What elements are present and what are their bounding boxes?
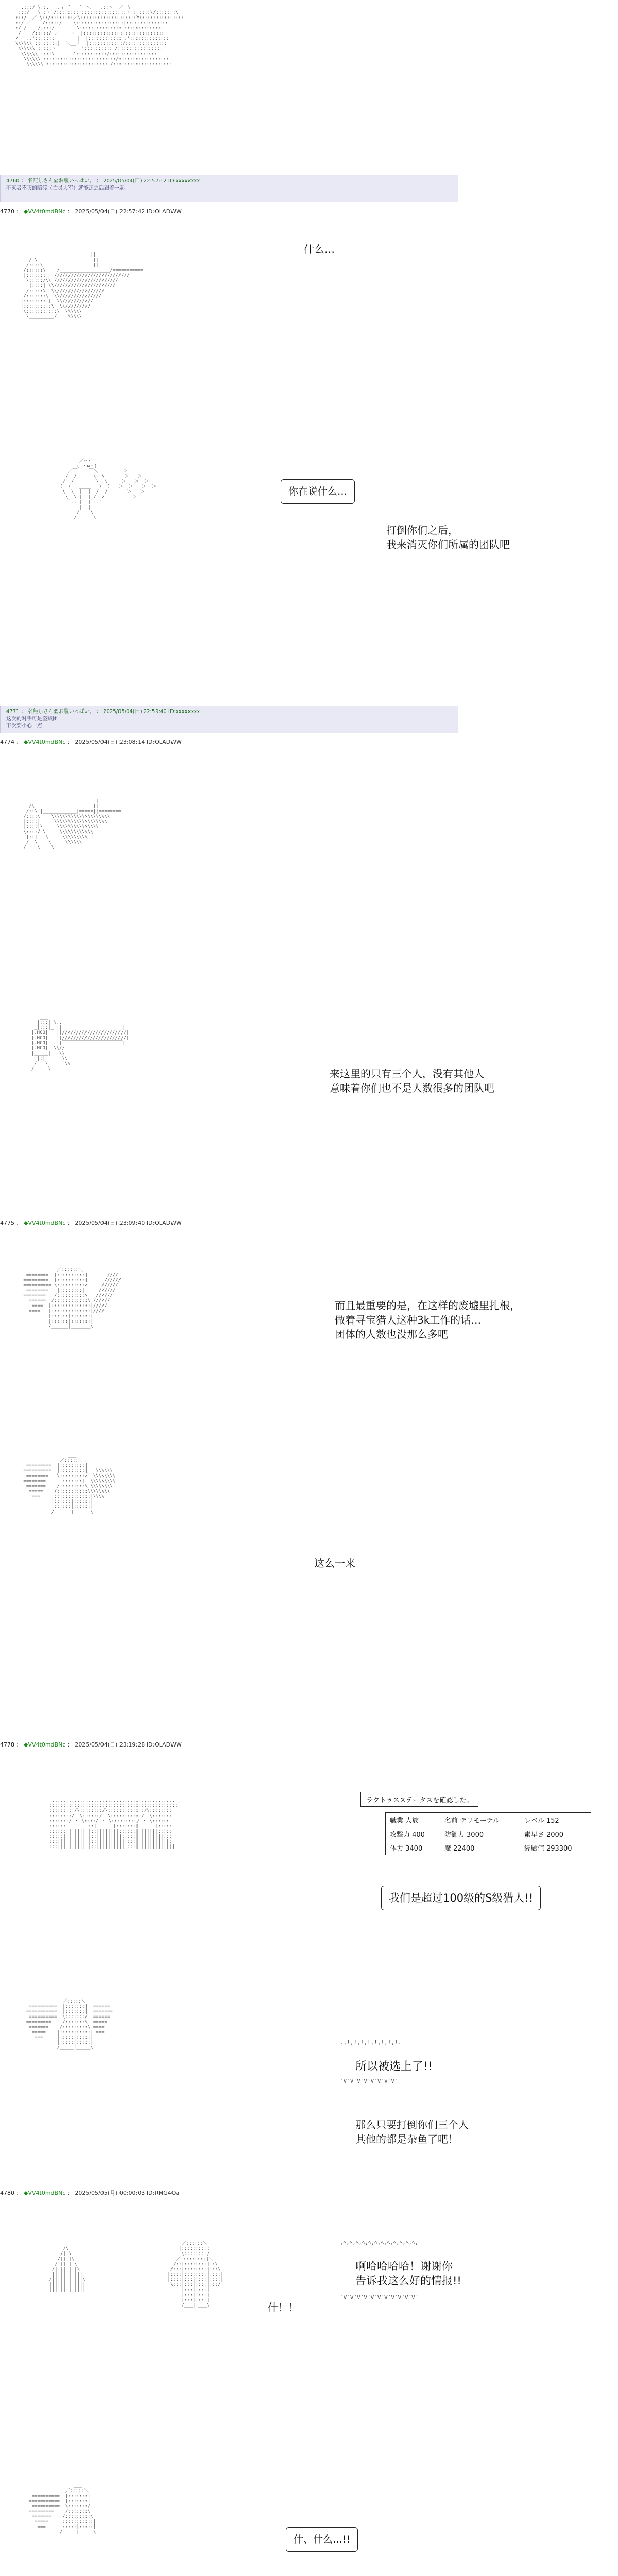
ascii-art-swordsman-1: ＿＿ ／::::::＼ ======== |::::::::::| //// ========= |::::::::::| ////// ========== \::::::::::/ ////// ======== |::::::::| ////// ======== /::::::::::\ ////// ====== /::::::::::::\ ////// ==== |::::::::::::::|///// ==== |::::::::::::::|//// |::::::|:::::::| |::::::|:::::::| /______|_______\ <box>23 1262 122 1329</box>
ascii-art-spiky-balloon-2: ,ﾍ,ﾍ,ﾍ,ﾍ,ﾍ,ﾍ,ﾍ,ﾍ,ﾍ,ﾍ,ﾍ,ﾍ, <box>340 2240 419 2246</box>
status-cell: 攻撃力 400 <box>390 1831 425 1839</box>
dialogue-only-three: 来这里的只有三个人，没有其他人 意味着你们也不是人数很多的团队吧 <box>330 1067 494 1094</box>
dialogue-after-defeat: 打倒你们之后， 我来消灭你们所属的团队吧 <box>386 524 510 551</box>
ascii-art-gauntlet: ___ |:::| \,, _|:::|_ ||￣￣￣￣￣￣￣￣￣￣￣￣￣| |.HCO| ||///////////////////////| |.HCO| ||///////////////////////| |.HCO| ||￣￣￣￣￣￣￣￣￣￣￣￣￣| |.HCO| \\// |_____| \\ |:| \\ / \ \\ / \ <box>31 1015 129 1072</box>
status-cell: 職業 人族 <box>390 1817 419 1825</box>
ascii-art-blade: || /\ ____________ || /::\ |____________|=====||======== /::::\ \\\\\\\\\\\\\\\\\\\\\ |::::| \\\\\\\\\\\\\\\\\\\ |::::|\ \\\\\\\\\\\\\\\ \::::/ \ \\\\\\\\\\\\ |::| \ \\\\\\\\\ / \ \ \\\\\\ / \ \ <box>23 799 122 850</box>
dialogue-you-guys: 你在说什么… <box>281 479 355 504</box>
status-cell: 防御力 3000 <box>444 1831 484 1839</box>
quote-box-1 <box>0 175 458 202</box>
quote-title[interactable]: 4760 ： 名無しさん@お腹いっぱい。 ： 2025/05/04(日) 22:57:12 ID:xxxxxxxx <box>6 178 200 184</box>
ascii-art-crowd: ,,,,,,,,,,,,,,,,,,,,,,,,,,,,,,,,,,,,,,,,,,,, :::::::::::::::::::::::::::::::::::::::::::::: :::::::::/\::::::::/\:::::::::::::/\:::::::: ::::::::/ \::::::/ \:::::::::::/ \::::::: :::::::/ ・ \::::/ ・ \:::::::::/ ・ \:::::: ::::::| |::| |:::::::| |::::: ::::::|||||||||::||||||||::::::||||||||::::: :::::||||||||||::|||||||||:::::||||||||||::: ::::|||||||||||::||||||||||::::||||||||||||: :::||||||||||||::|||||||||||:::|||||||||||||| <box>49 1798 178 1850</box>
post-number[interactable]: 4775 <box>0 1219 14 1226</box>
ascii-art-spiky-balloon: .,!,!,!,!,!,!,!,!. <box>340 2040 402 2046</box>
post-number[interactable]: 4774 <box>0 739 14 745</box>
post-header: 4780 ： ◆VV4t0mdBNc ： 2025/05/05(月) 00:00:03 ID:RMG4Oa <box>0 2190 180 2196</box>
dialogue-what: 什么… <box>304 243 335 256</box>
status-row <box>386 1813 591 1827</box>
post-header: 4770 ： ◆VV4t0mdBNc ： 2025/05/04(日) 22:57:42 ID:OLADWW <box>0 208 182 215</box>
post-meta: ： 2025/05/04(日) 23:08:14 ID:OLADWW <box>67 739 182 745</box>
ascii-art-top: .:::/ \::. ,.ィ ´￣￣` ヽ、 .::ヽ ／￣\ :::/ \::ヽ /:::::::::::::::::::::::::ヽ ::::::\/:::::::\ :::/ ／ \::/::::::::／\::::::::::::::::::::Y:::::::::::::::: ::/ ／ `/:::::/ \:::::::::::::::::|::::::::::::::: :/ / /::::/ ___ \:::::::::::::::|:::::::::::::: / /:::::/ ／ ヽ |::::::::::::::|:::::::::::::: / ,.':::::::| | |:::::::::::: ,':::::::::::::: \\\\\\ ::::::::| ＼__ノ |::::::::::::/::::::::::::::: \\\\\\ :::::ヽ ,':::::::::: /:::::::::::::::: \\\\\\ ::::\__ __ノ:::::::::::/::::::::::::::::: \\\\\\ ::::::::::::::::::::::::::/:::::::::::::::::: \\\\\\ :::::::::::::::::::::: /::::::::::::::::::::: <box>15 5 184 67</box>
post-trip: ◆VV4t0mdBNc <box>24 208 66 215</box>
dialogue-so-caught: 所以被选上了!! <box>355 2060 433 2073</box>
status-cell: レベル 152 <box>524 1817 559 1825</box>
post-number[interactable]: 4770 <box>0 208 14 215</box>
status-cell: 名前 デリモーテル <box>444 1817 500 1825</box>
ascii-art-wizard: ／⌒ヽ ( ・ω・) ／￣ ￣＼ ＞ / /| |\ \ ＞ ＞ / / | | \ \ ＞ ＞ ＞ ( ( |____| ) ) ＞ ＞ ＞ ＞ \ \ | | / / ＞ ＞ \ \ | | / / ＞ `--'| |`--' | | / \ / \ <box>60 459 157 520</box>
status-cell: 素早さ 2000 <box>524 1831 564 1839</box>
status-cell: 魔 22400 <box>444 1845 475 1853</box>
quote-title[interactable]: 4771 ： 名無しさん@お腹いっぱい。 ： 2025/05/04(日) 22:59:40 ID:xxxxxxxx <box>6 709 200 715</box>
post-meta: ： 2025/05/04(日) 22:57:42 ID:OLADWW <box>67 208 182 215</box>
post-meta: ： 2025/05/04(日) 23:19:28 ID:OLADWW <box>67 1741 182 1748</box>
ascii-art-spiky-balloon-bottom: `V´V´V´V´V´V´V´V´ <box>340 2079 398 2084</box>
status-cell: 体力 3400 <box>390 1845 423 1853</box>
status-table <box>385 1812 591 1855</box>
ascii-art-spike: /\ /||\ /||||\ /||||||\ /||||||||\ ||||||||||| /|||||||||||\ ||||||||||||| ||||||||||||| <box>49 2246 85 2293</box>
ascii-art-swordsman-3: ___ ／:::::＼ ========== |:::::::| ====== =========== |:::::::| ======= ========== \:::::::/ ====== ========= /:::::::\ ===== ======= /:::::::::\ ==== ===== |:::::::::::| === === |:::::|:::::| |:::::|:::::| /_____|_____\ <box>26 1994 113 2050</box>
dialogue-what-excl: 什！！ <box>268 2301 299 2314</box>
ascii-art-standing-figure: ＿＿ ／::::::＼ |::::::::::| \::::::::/ ／|::::::::|＼ /::|::::::::|::\ /:::|::::::::|:::\ |::::|::::::::|::::| |::::|:::||:::|::::| \:::|:::||:::|:::/ |:::||:::| |:::||:::| |:::||:::| /___||___\ <box>167 2236 224 2308</box>
post-header: 4774 ： ◆VV4t0mdBNc ： 2025/05/04(日) 23:08:14 ID:OLADWW <box>0 739 182 745</box>
post-trip: ◆VV4t0mdBNc <box>24 2190 66 2196</box>
status-cell: 經驗値 293300 <box>524 1845 572 1853</box>
post-trip: ◆VV4t0mdBNc <box>24 739 66 745</box>
post-meta: ： 2025/05/04(日) 23:09:40 ID:OLADWW <box>67 1219 182 1226</box>
ascii-art-weapon: || /.\ || /::::\ ___________ ||____ /::::::\ /__________________/=========== |:::::::| /////////////////////////// \:::::/\\ /////////////////////// |::::| \\////////////////////// /:::::\ \\///////////////// /:::::::\ \\/////////////// |:::::::::| \\/////////// |::::::::::\ \\///////// \:::::::::::\ \\\\\\ \_________/ \\\\\ <box>21 252 144 319</box>
status-row <box>386 1827 591 1841</box>
ascii-art-swordsman-4: ___ ／:::::＼ ========== |:::::::| =========== |:::::::| ========== \:::::::/ ========= /:::::::\ ======= /:::::::::\ ===== |:::::::::::| === |:::::|:::::| /_____|_____\ <box>29 2483 96 2535</box>
dialogue-hahaha: 啊哈哈哈哈！谢谢你 告诉我这么好的情报!! <box>355 2260 461 2287</box>
dialogue-only-defeat-three: 那么只要打倒你们三个人 其他的都是杂鱼了吧！ <box>355 2119 469 2145</box>
dialogue-thief-100: 我们是超过100级的S级猎人!! <box>381 1886 541 1910</box>
dialogue-more-important: 而且最重要的是，在这样的废墟里扎根， 做着寻宝猎人这种3k工作的话… 团体的人数也没那么多吧 <box>335 1299 520 1341</box>
ascii-art-swordsman-2: ___ ／:::::＼ ========= |:::::::::| ========== |:::::::::| \\\\\\ ======== \:::::::::/ \\\\\\\\ ======== |:::::::| \\\\\\\\\ ======= /:::::::::\ \\\\\\\\ ===== /:::::::::::\\\\\\\\ === |:::::::::::::|\\\\ |::::::|::::::| |::::::|::::::| /______|______\ <box>23 1453 116 1515</box>
dialogue-like-this: 这么一来 <box>314 1557 355 1569</box>
post-meta: ： 2025/05/05(月) 00:00:03 ID:RMG4Oa <box>67 2190 180 2196</box>
quote-body: 这次的对手可是盗贼团 <box>6 716 58 722</box>
status-row <box>386 1841 591 1855</box>
post-header: 4778 ： ◆VV4t0mdBNc ： 2025/05/04(日) 23:19:28 ID:OLADWW <box>0 1741 182 1748</box>
post-number[interactable]: 4780 <box>0 2190 14 2196</box>
post-trip: ◆VV4t0mdBNc <box>24 1741 66 1748</box>
quote-body-2: 下次要小心一点 <box>6 723 42 729</box>
ascii-art-spiky-balloon-2-bottom: `V´V´V´V´V´V´V´V´V´V´V´ <box>340 2295 419 2301</box>
status-title: ラクトゥスステータスを確認した。 <box>360 1792 478 1807</box>
post-header: 4775 ： ◆VV4t0mdBNc ： 2025/05/04(日) 23:09:40 ID:OLADWW <box>0 1219 182 1226</box>
quote-body: 不灭者不灭的暗渡（亡灵大军）就能还之后跟着一起 <box>6 185 125 191</box>
post-number[interactable]: 4778 <box>0 1741 14 1748</box>
dialogue-what-what: 什、什么…!! <box>286 2527 358 2552</box>
post-trip: ◆VV4t0mdBNc <box>24 1219 66 1226</box>
quote-box-2 <box>0 706 458 733</box>
